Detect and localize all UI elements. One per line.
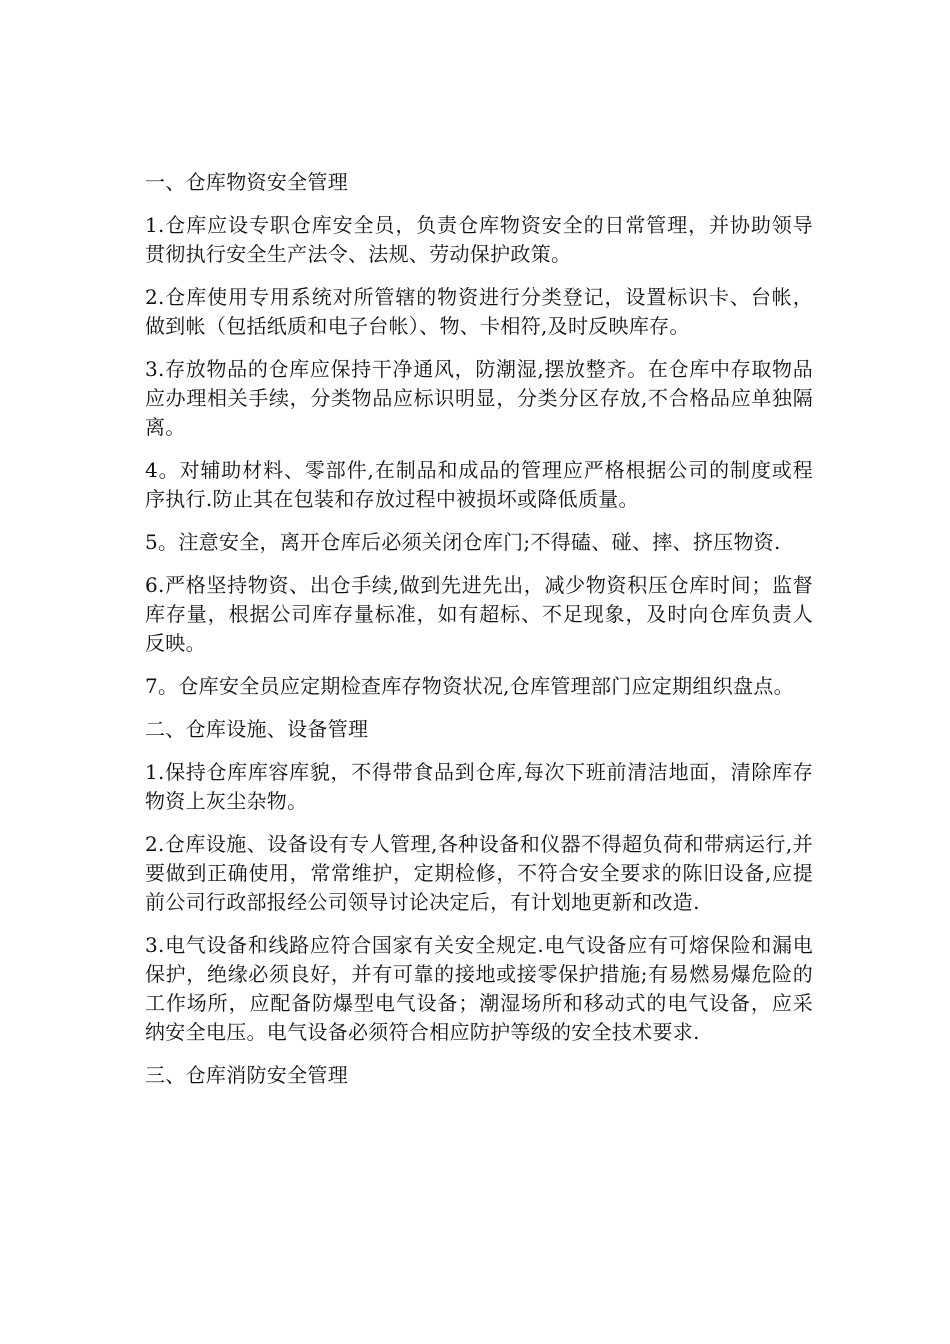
paragraph-1-1: 1.仓库应设专职仓库安全员，负责仓库物资安全的日常管理，并协助领导贯彻执行安全生产法令、法规、劳动保护政策。 [145, 213, 813, 266]
paragraph-1-5: 5。注意安全，离开仓库后必须关闭仓库门;不得磕、碰、摔、挤压物资. [145, 530, 781, 554]
paragraph-2-1: 1.保持仓库库容库貌，不得带食品到仓库,每次下班前清洁地面，清除库存物资上灰尘杂物。 [145, 760, 813, 813]
section-heading-1: 一、仓库物资安全管理 [145, 170, 348, 194]
paragraph-2-2: 2.仓库设施、设备设有专人管理,各种设备和仪器不得超负荷和带病运行,并要做到正确使用，常常维护，定期检修，不符合安全要求的陈旧设备,应提前公司行政部报经公司领导讨论决定后，有计划地更新和改造. [145, 832, 813, 914]
section-heading-2: 二、仓库设施、设备管理 [145, 717, 369, 741]
paragraph-1-6: 6.严格坚持物资、出仓手续,做到先进先出，减少物资积压仓库时间；监督库存量，根据公司库存量标准，如有超标、不足现象，及时向仓库负责人反映。 [145, 573, 813, 655]
paragraph-2-3: 3.电气设备和线路应符合国家有关安全规定.电气设备应有可熔保险和漏电保护，绝缘必须良好，并有可靠的接地或接零保护措施;有易燃易爆危险的工作场所，应配备防爆型电气设备；潮湿场所和移动式的电气设备，应采纳安全电压。电气设备必须符合相应防护等级的安全技术要求. [145, 933, 813, 1044]
paragraph-1-4: 4。对辅助材料、零部件,在制品和成品的管理应严格根据公司的制度或程序执行.防止其在包装和存放过程中被损坏或降低质量。 [145, 458, 813, 511]
paragraph-1-7: 7。仓库安全员应定期检查库存物资状况,仓库管理部门应定期组织盘点。 [145, 674, 794, 698]
paragraph-1-2: 2.仓库使用专用系统对所管辖的物资进行分类登记，设置标识卡、台帐，做到帐（包括纸质和电子台帐）、物、卡相符,及时反映库存。 [145, 285, 813, 338]
paragraph-1-3: 3.存放物品的仓库应保持干净通风，防潮湿,摆放整齐。在仓库中存取物品应办理相关手续，分类物品应标识明显，分类分区存放,不合格品应单独隔离。 [145, 357, 813, 439]
document-body [145, 168, 813, 1104]
section-heading-3: 三、仓库消防安全管理 [145, 1063, 348, 1087]
